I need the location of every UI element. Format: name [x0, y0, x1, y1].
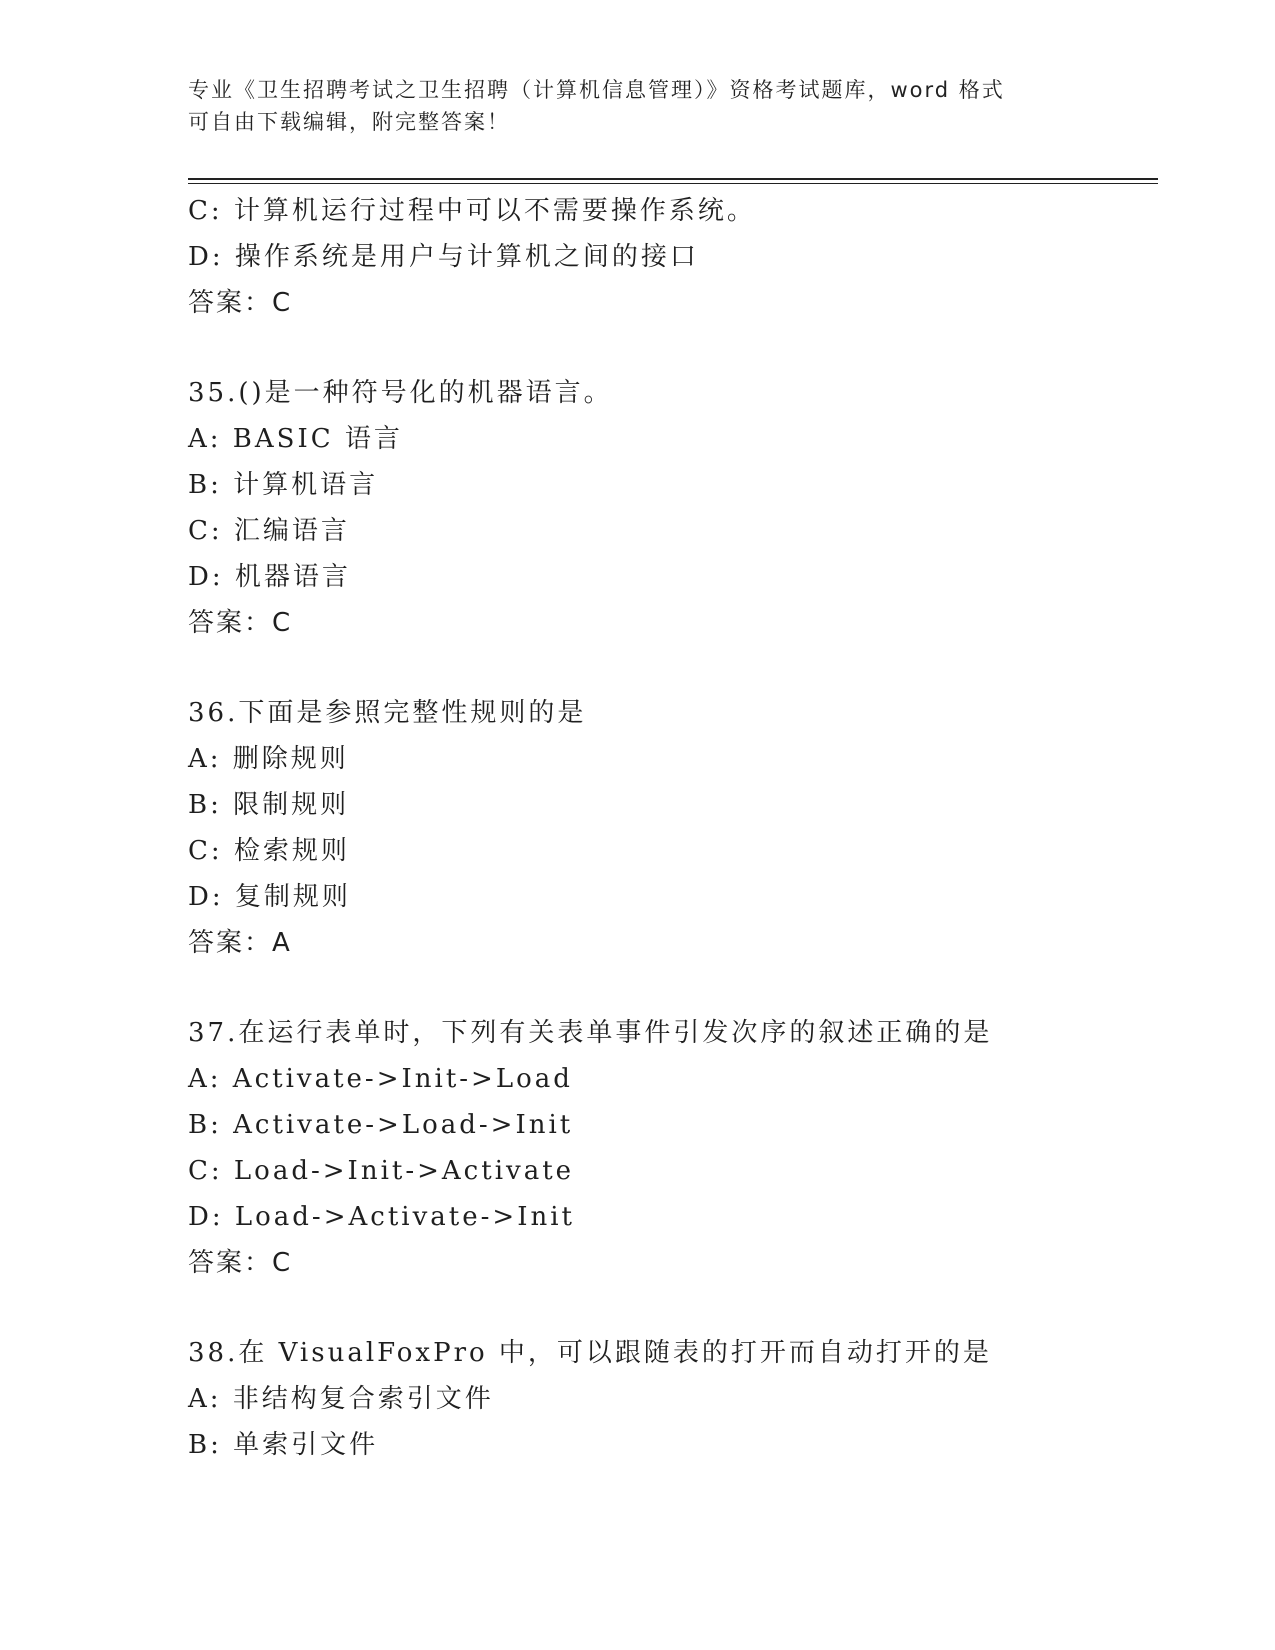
option-a: A: BASIC 语言	[188, 424, 403, 454]
header-divider-thick	[188, 178, 1158, 180]
option-a: A: 非结构复合索引文件	[188, 1384, 494, 1414]
question-38	[188, 1330, 1168, 1468]
question-36	[188, 690, 1168, 966]
question-stem: 36.下面是参照完整性规则的是	[188, 698, 587, 728]
header-divider-thin	[188, 183, 1158, 184]
answer-line: 答案：C	[188, 608, 293, 638]
question-35	[188, 370, 1168, 646]
question-37	[188, 1010, 1168, 1286]
question-34-continuation	[188, 188, 1168, 326]
option-b: B: Activate->Load->Init	[188, 1110, 574, 1140]
question-stem: 35.()是一种符号化的机器语言。	[188, 378, 613, 408]
option-d: D: Load->Activate->Init	[188, 1202, 575, 1232]
option-c: C: 计算机运行过程中可以不需要操作系统。	[188, 196, 756, 226]
option-a: A: 删除规则	[188, 744, 349, 774]
header-line-1: 专业《卫生招聘考试之卫生招聘（计算机信息管理）》资格考试题库，word 格式	[188, 78, 1005, 102]
header-line-2: 可自由下载编辑，附完整答案！	[188, 110, 510, 134]
option-b: B: 单索引文件	[188, 1430, 379, 1460]
option-b: B: 限制规则	[188, 790, 350, 820]
option-c: C: Load->Init->Activate	[188, 1156, 575, 1186]
option-a: A: Activate->Init->Load	[188, 1064, 573, 1094]
question-stem: 37.在运行表单时，下列有关表单事件引发次序的叙述正确的是	[188, 1018, 993, 1048]
question-list	[188, 188, 1168, 1468]
option-b: B: 计算机语言	[188, 470, 379, 500]
question-stem: 38.在 VisualFoxPro 中，可以跟随表的打开而自动打开的是	[188, 1338, 992, 1368]
answer-line: 答案：C	[188, 288, 293, 318]
option-d: D: 机器语言	[188, 562, 351, 592]
document-header	[188, 74, 1088, 138]
answer-line: 答案：A	[188, 928, 292, 958]
answer-line: 答案：C	[188, 1248, 293, 1278]
option-c: C: 汇编语言	[188, 516, 350, 546]
option-c: C: 检索规则	[188, 836, 350, 866]
option-d: D: 操作系统是用户与计算机之间的接口	[188, 242, 699, 272]
option-d: D: 复制规则	[188, 882, 351, 912]
